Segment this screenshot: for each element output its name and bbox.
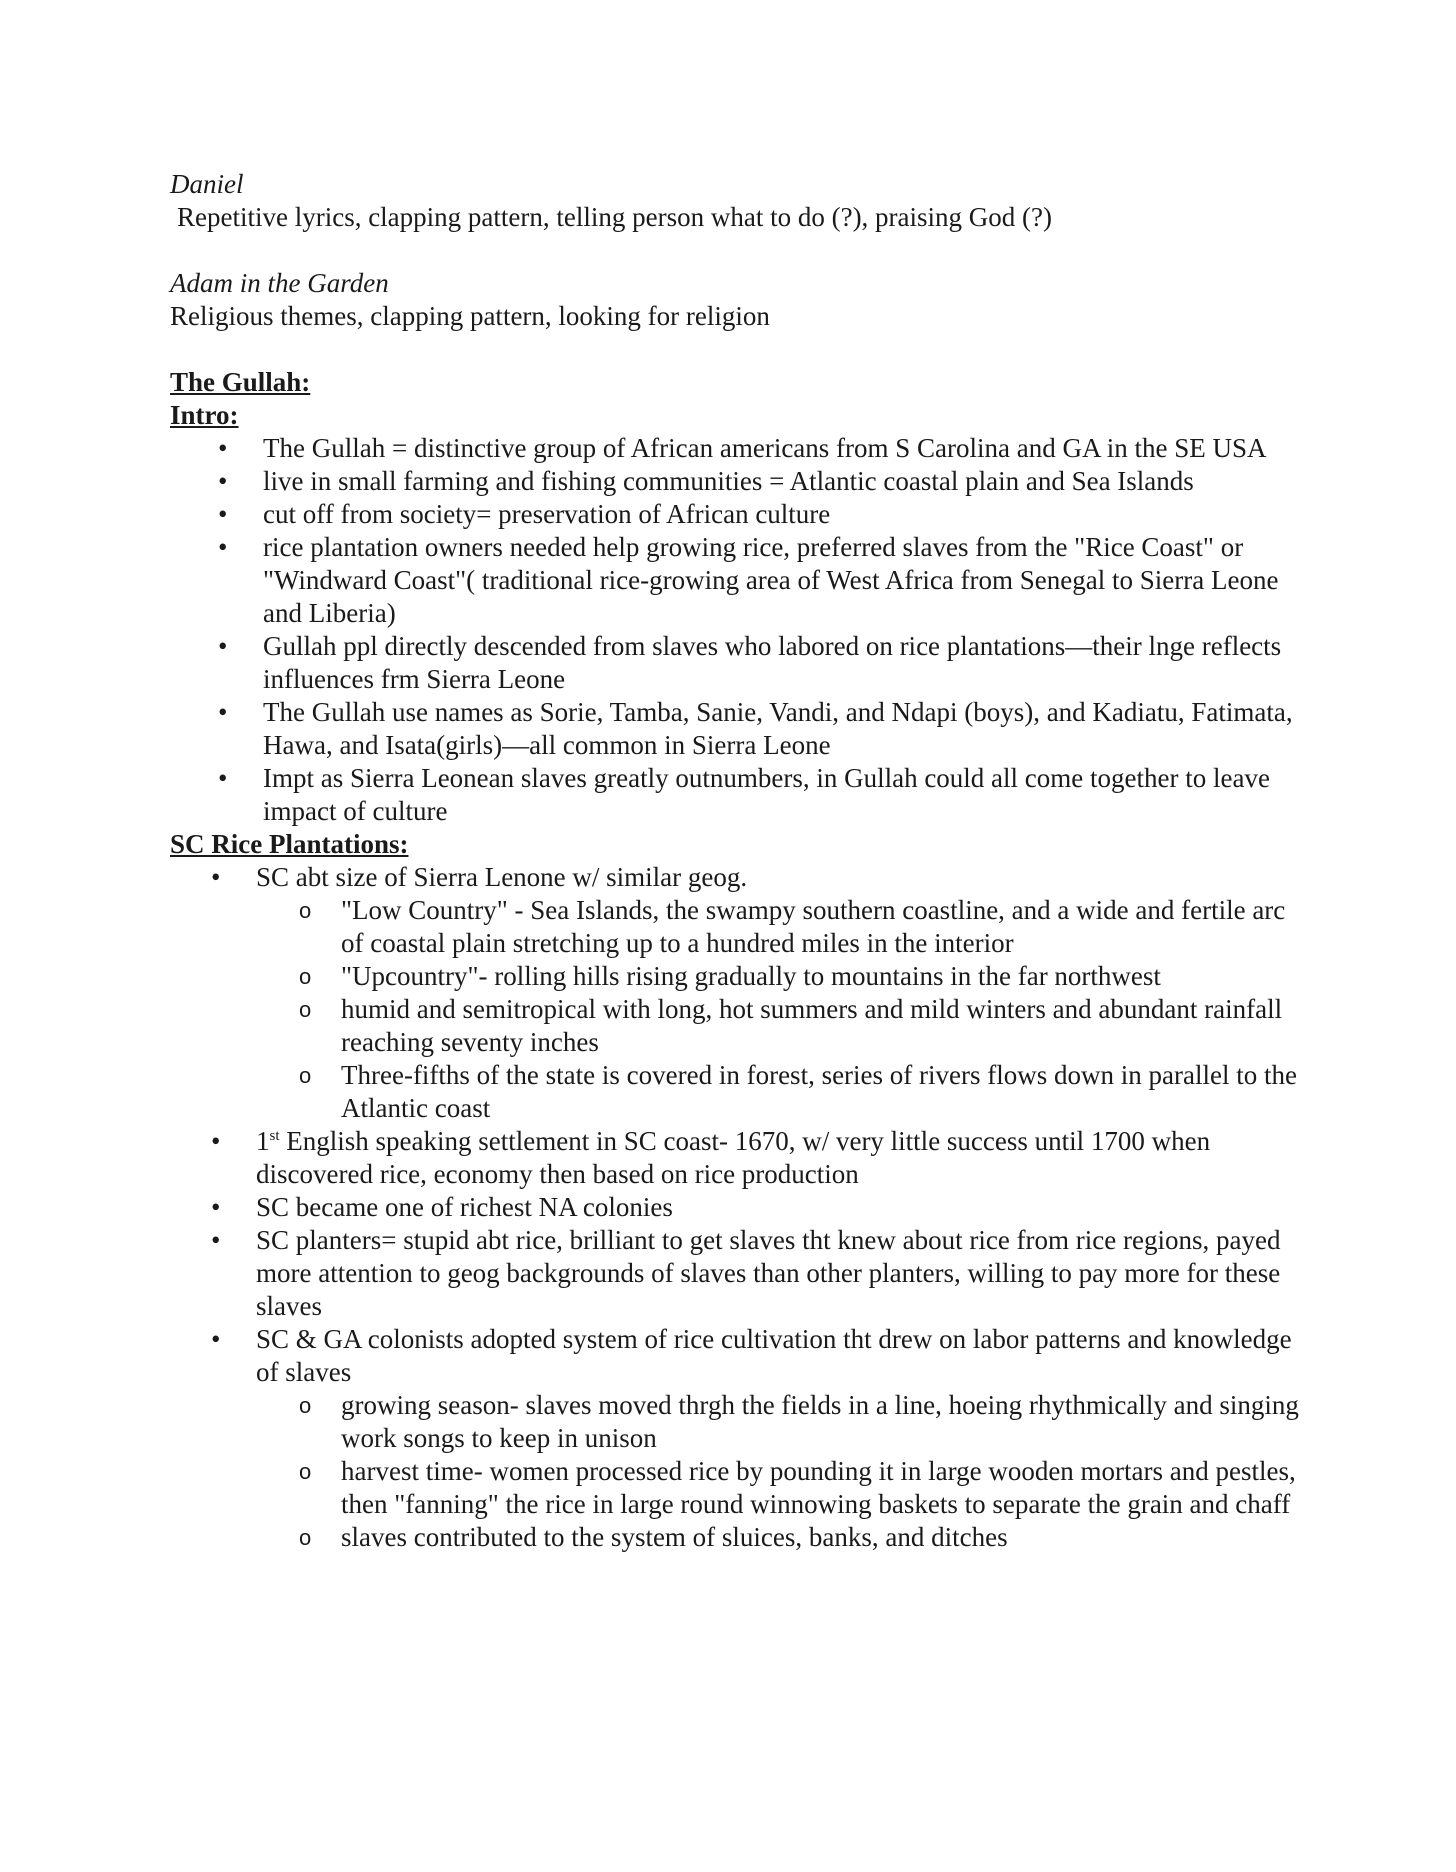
list-item <box>170 861 1300 1125</box>
list-item: • The Gullah = distinctive group of African americans from S Carolina and GA in the SE USA <box>170 432 1300 465</box>
list-item: • Impt as Sierra Leonean slaves greatly outnumbers, in Gullah could all come together to leave impact of culture <box>170 762 1300 828</box>
sub-list-item: o harvest time- women processed rice by pounding it in large wooden mortars and pestles, then "fanning" the rice in large round winnowing baskets to separate the grain and chaff <box>256 1455 1300 1521</box>
sub-list-item: o "Upcountry"- rolling hills rising gradually to mountains in the far northwest <box>256 960 1300 993</box>
gullah-heading: The Gullah: <box>170 367 311 397</box>
sub-list-item: o "Low Country" - Sea Islands, the swampy southern coastline, and a wide and fertile arc of coastal plain stretching up to a hundred miles in the interior <box>256 894 1300 960</box>
song-description-adam-in-the-garden: Religious themes, clapping pattern, looking for religion <box>170 301 770 331</box>
ordinal-suffix: st <box>269 1128 280 1144</box>
sub-list <box>256 1389 1300 1554</box>
sub-list-item: o growing season- slaves moved thrgh the fields in a line, hoeing rhythmically and singing work songs to keep in unison <box>256 1389 1300 1455</box>
song-description-daniel: Repetitive lyrics, clapping pattern, telling person what to do (?), praising God (?) <box>177 202 1053 232</box>
song-title-adam-in-the-garden: Adam in the Garden <box>170 268 389 298</box>
list-item: • SC became one of richest NA colonies <box>170 1191 1300 1224</box>
sub-list <box>256 894 1300 1125</box>
document-page <box>170 168 1300 1554</box>
list-item-text: SC abt size of Sierra Lenone w/ similar geog. <box>256 862 748 892</box>
list-item <box>170 1125 1300 1191</box>
list-item: • Gullah ppl directly descended from slaves who labored on rice plantations—their lnge reflects influences frm Sierra Leone <box>170 630 1300 696</box>
list-item <box>170 1323 1300 1554</box>
sc-rice-plantations-heading: SC Rice Plantations: <box>170 829 409 859</box>
song-title-daniel: Daniel <box>170 169 244 199</box>
sub-list-item: o slaves contributed to the system of sluices, banks, and ditches <box>256 1521 1300 1554</box>
intro-list <box>170 432 1300 828</box>
list-item-text: English speaking settlement in SC coast- 1670, w/ very little success until 1700 when discovered rice, economy then based on rice production <box>256 1126 1211 1189</box>
sub-list-item: o humid and semitropical with long, hot summers and mild winters and abundant rainfall reaching seventy inches <box>256 993 1300 1059</box>
list-item-text: SC & GA colonists adopted system of rice cultivation tht drew on labor patterns and knowledge of slaves <box>256 1324 1292 1387</box>
sc-list <box>170 861 1300 1554</box>
list-item: • SC planters= stupid abt rice, brilliant to get slaves tht knew about rice from rice regions, payed more attention to geog backgrounds of slaves than other planters, willing to pay more for these slaves <box>170 1224 1300 1323</box>
intro-heading: Intro: <box>170 400 239 430</box>
list-item: • live in small farming and fishing communities = Atlantic coastal plain and Sea Islands <box>170 465 1300 498</box>
list-item: • rice plantation owners needed help growing rice, preferred slaves from the "Rice Coast" or "Windward Coast"( traditional rice-growing area of West Africa from Senegal to Sierra Leone and Liberia) <box>170 531 1300 630</box>
ordinal-number: 1 <box>256 1126 270 1156</box>
list-item: • The Gullah use names as Sorie, Tamba, Sanie, Vandi, and Ndapi (boys), and Kadiatu, Fatimata, Hawa, and Isata(girls)—all common in Sierra Leone <box>170 696 1300 762</box>
sub-list-item: o Three-fifths of the state is covered in forest, series of rivers flows down in parallel to the Atlantic coast <box>256 1059 1300 1125</box>
list-item: • cut off from society= preservation of African culture <box>170 498 1300 531</box>
